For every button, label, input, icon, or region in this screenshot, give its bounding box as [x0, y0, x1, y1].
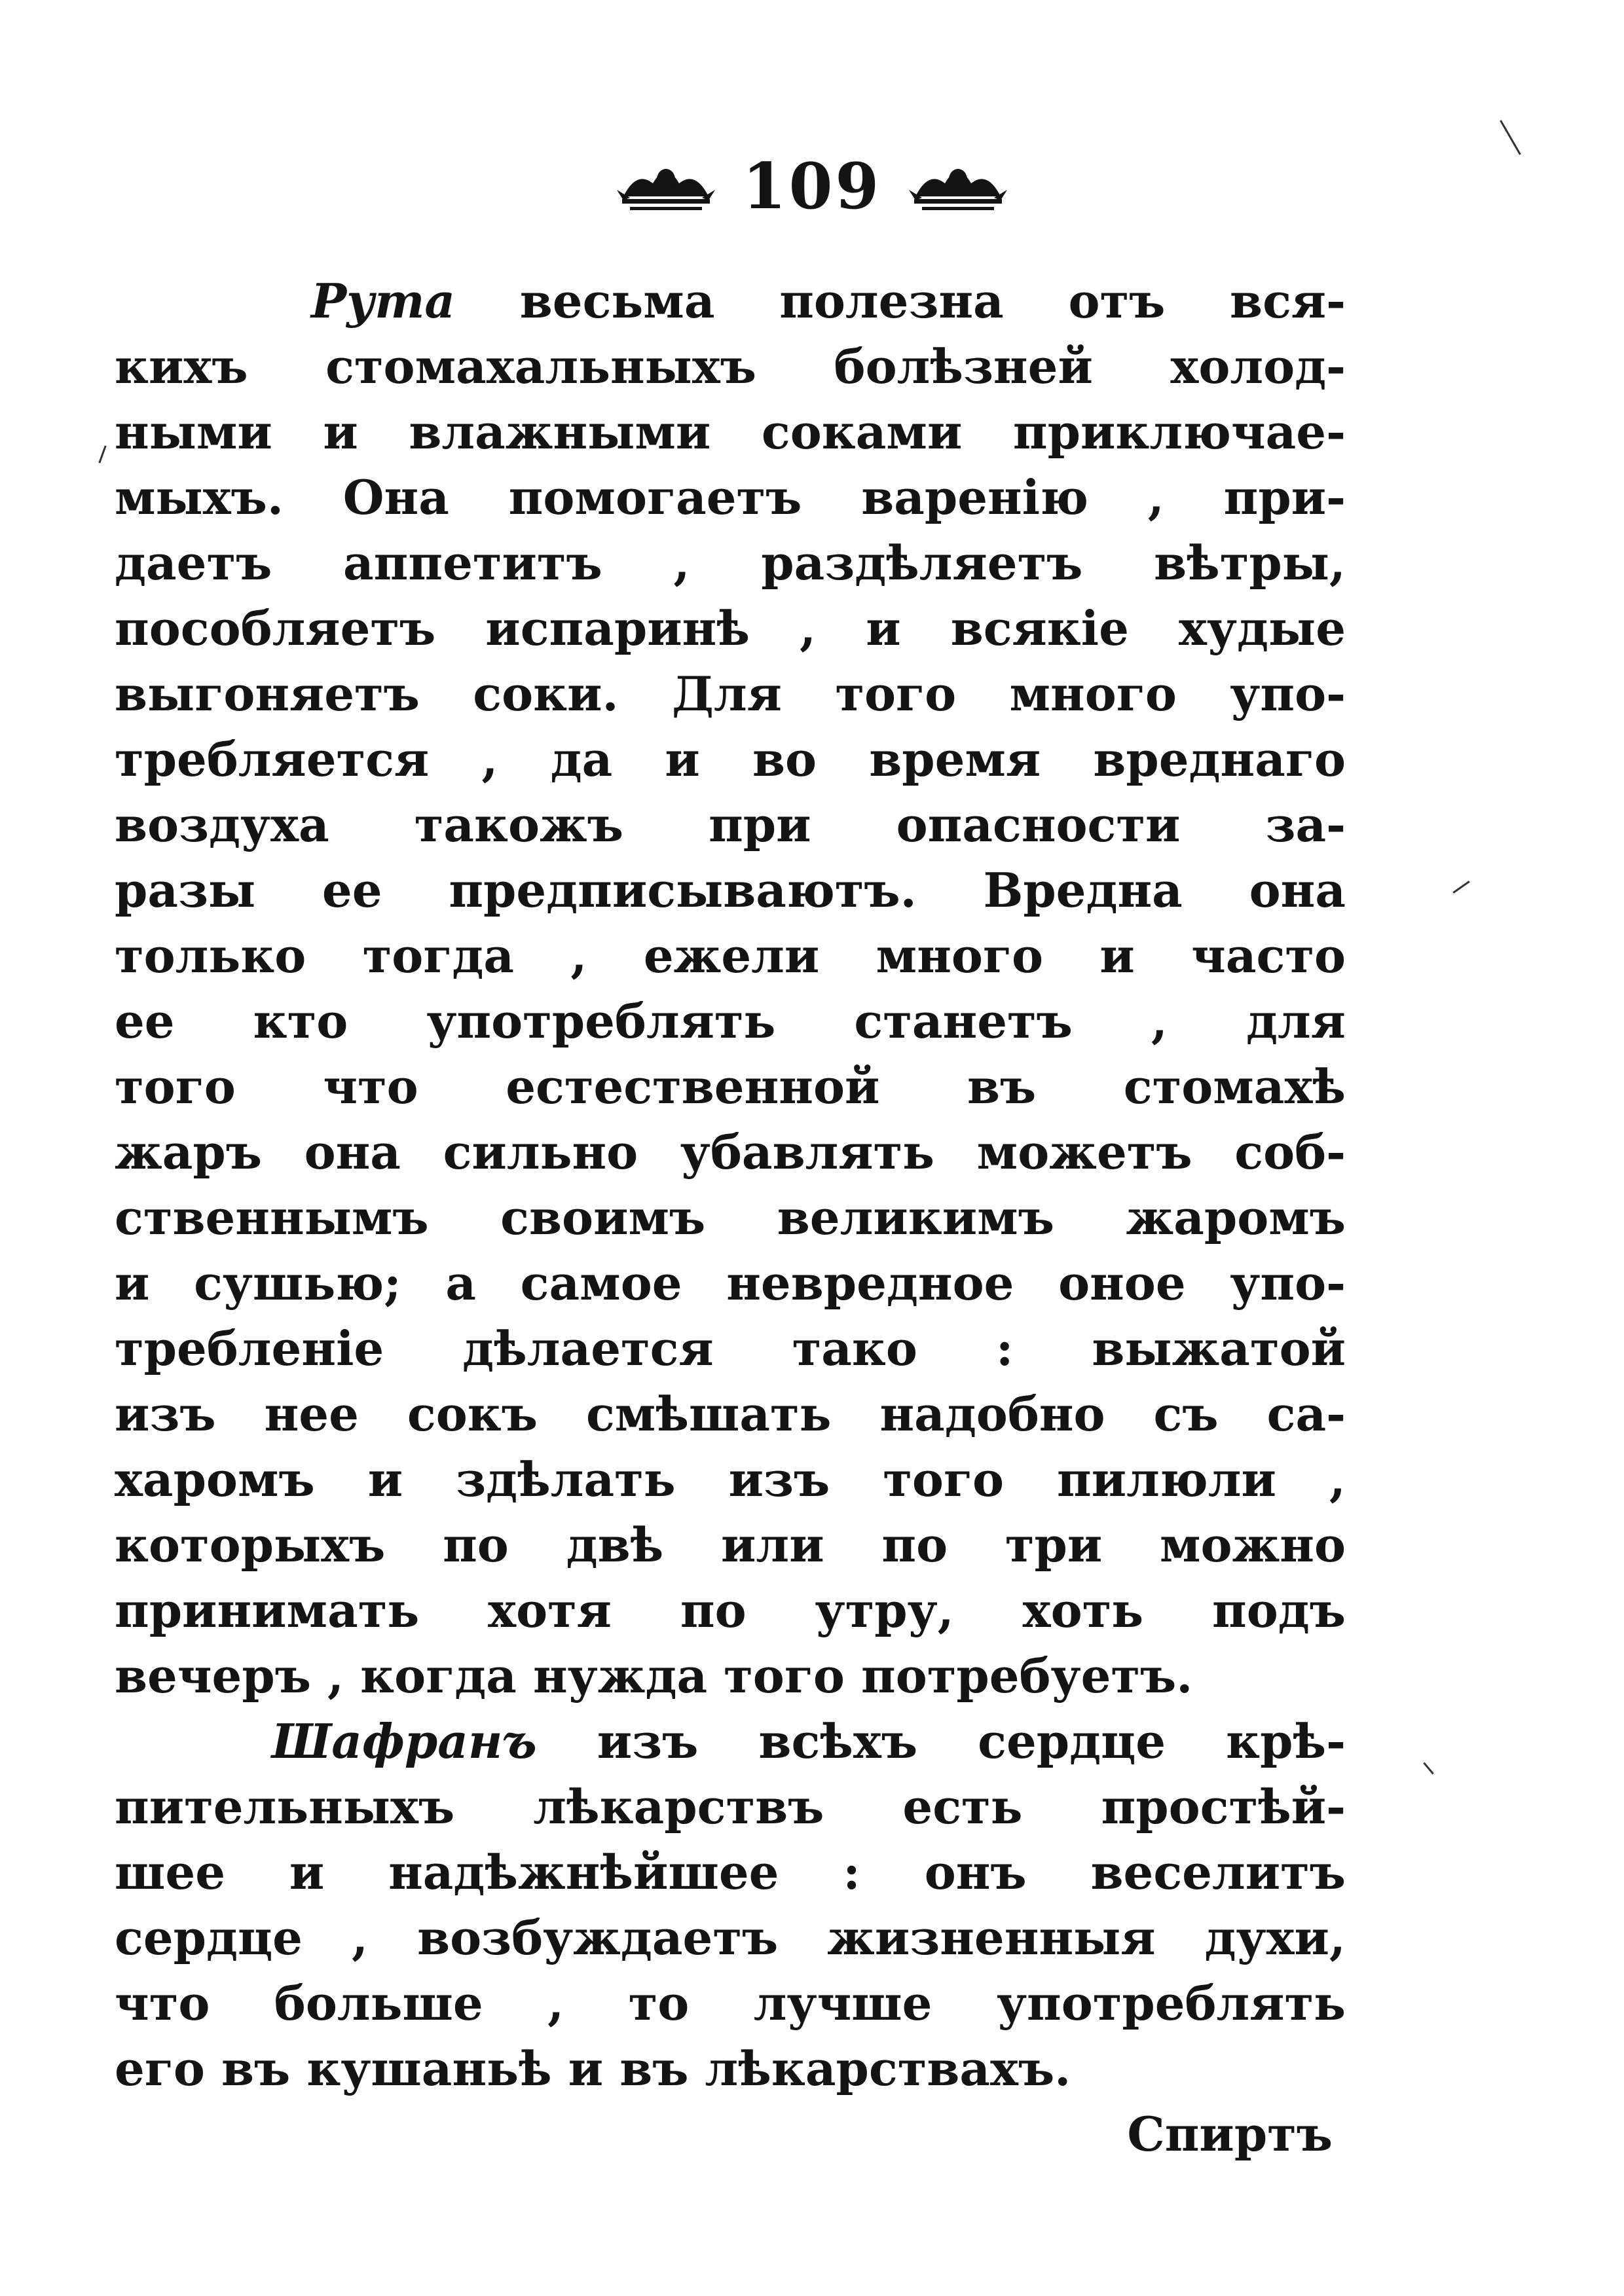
page-number: 109 — [742, 149, 882, 223]
crown-ornament-icon — [909, 157, 1007, 216]
text-line: пительныхъ лѣкарствъ есть простѣй- — [115, 1779, 1346, 1834]
scan-mark — [1423, 1762, 1433, 1775]
text-line: ными и влажными соками приключае- — [115, 404, 1346, 460]
text-line: шее и надѣжнѣйшее : онъ веселитъ — [115, 1844, 1346, 1900]
text-line: Рута весьма полезна отъ вся- — [311, 273, 1346, 329]
text-line: требленіе дѣлается тако : выжатой — [115, 1321, 1346, 1376]
text-line: пособляетъ испаринѣ , и всякіе худые — [115, 600, 1346, 656]
text-line: и сушью; а самое невредное оное упо- — [115, 1255, 1346, 1311]
text-line: требляется , да и во время вреднаго — [115, 731, 1346, 787]
page-header — [0, 141, 1624, 232]
text-line: даетъ аппетитъ , раздѣляетъ вѣтры, — [115, 535, 1346, 591]
crown-ornament-icon — [617, 157, 715, 216]
text-line: того что естественной въ стомахѣ — [115, 1059, 1346, 1114]
text-line: сердце , возбуждаетъ жизненныя духи, — [115, 1910, 1346, 1965]
text-line: ственнымъ своимъ великимъ жаромъ — [115, 1190, 1346, 1245]
text-line: принимать хотя по утру, хоть подъ — [115, 1582, 1346, 1638]
lead-word: Рута — [311, 273, 456, 329]
text-line: только тогда , ежели много и часто — [115, 928, 1346, 983]
text-line: Шафранъ изъ всѣхъ сердце крѣ- — [272, 1713, 1346, 1769]
text-line: его въ кушаньѣ и въ лѣкарствахъ. — [115, 2041, 1071, 2096]
text-line: вечеръ , когда нужда того потребуетъ. — [115, 1648, 1193, 1704]
scan-mark — [1452, 881, 1469, 894]
scan-mark — [98, 445, 106, 463]
text-line: которыхъ по двѣ или по три можно — [115, 1517, 1346, 1573]
text-line: изъ нее сокъ смѣшать надобно съ са- — [115, 1386, 1346, 1442]
catchword: Спиртъ — [1127, 2106, 1333, 2162]
lead-word: Шафранъ — [272, 1713, 537, 1769]
text-line: харомъ и здѣлать изъ того пилюли , — [115, 1451, 1346, 1507]
text-line: что больше , то лучше употреблять — [115, 1975, 1346, 2031]
text-line: выгоняетъ соки. Для того много упо- — [115, 666, 1346, 721]
text-line: ее кто употреблять станетъ , для — [115, 993, 1346, 1049]
text-line: воздуха такожъ при опасности за- — [115, 797, 1346, 852]
text-line: жаръ она сильно убавлять можетъ соб- — [115, 1124, 1346, 1180]
body-text — [115, 268, 1346, 2102]
text-line: разы ее предписываютъ. Вредна она — [115, 862, 1346, 918]
text-line: мыхъ. Она помогаетъ варенію , при- — [115, 469, 1346, 525]
text-line: кихъ стомахальныхъ болѣзней холод- — [115, 338, 1346, 394]
